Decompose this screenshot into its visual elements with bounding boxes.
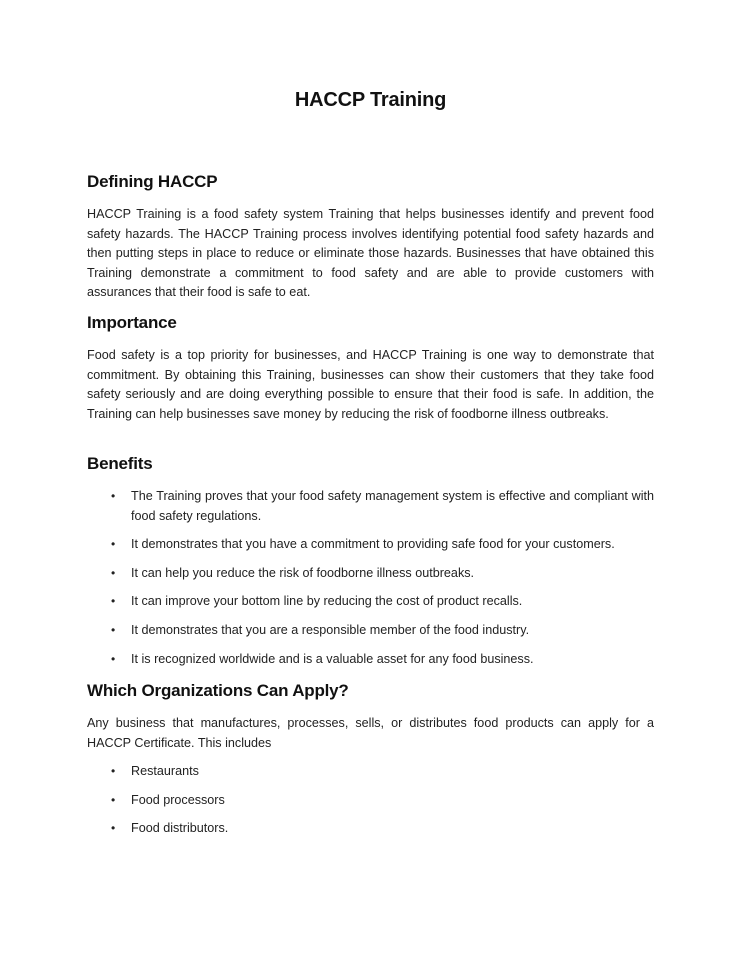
list-item-text: It demonstrates that you are a responsible member of the food industry. <box>131 622 530 637</box>
section-paragraph-defining-haccp: HACCP Training is a food safety system Training that helps businesses identify and prevent food safety hazards. The HACCP Training process involves identifying potential food safety hazards and then putting steps in place to reduce or eliminate those hazards. Businesses that have obtained this Training demonstrate a commitment to food safety and are able to provide customers with assurances that their food is safe to eat. <box>87 207 654 300</box>
section-heading-defining-haccp: Defining HACCP <box>87 172 218 191</box>
bullet-icon: • <box>111 565 116 580</box>
list-item-text: It can help you reduce the risk of foodborne illness outbreaks. <box>131 565 475 580</box>
list-item <box>87 535 654 555</box>
list-item-text: It can improve your bottom line by reducing the cost of product recalls. <box>131 594 523 609</box>
organizations-list <box>87 762 654 839</box>
bullet-icon: • <box>111 594 116 609</box>
section-heading-which-organizations: Which Organizations Can Apply? <box>87 681 349 700</box>
bullet-icon: • <box>111 489 116 503</box>
list-item <box>87 791 654 811</box>
list-item-text: Food processors <box>131 792 225 807</box>
list-item <box>87 487 654 526</box>
document-title: HACCP Training <box>294 89 447 111</box>
list-item-text: Food distributors. <box>131 821 229 836</box>
section-heading-benefits: Benefits <box>87 454 153 473</box>
list-item-text: It is recognized worldwide and is a valuable asset for any food business. <box>131 651 534 666</box>
list-item-text: It demonstrates that you have a commitment to providing safe food for your customers. <box>131 537 615 552</box>
bullet-icon: • <box>111 537 116 552</box>
list-item <box>87 762 654 782</box>
bullet-icon: • <box>111 792 116 807</box>
list-item <box>87 819 654 839</box>
list-item <box>87 650 654 670</box>
benefits-list <box>87 487 654 669</box>
section-heading-importance: Importance <box>87 313 177 332</box>
bullet-icon: • <box>111 622 116 637</box>
section-paragraph-importance: Food safety is a top priority for businesses, and HACCP Training is one way to demonstrate that commitment. By obtaining this Training, businesses can show their customers that they take food safety seriously and are doing everything possible to ensure that their food is safe. In addition, the Training can help businesses save money by reducing the risk of foodborne illness outbreaks. <box>87 348 654 421</box>
bullet-icon: • <box>111 651 116 666</box>
list-item <box>87 621 654 641</box>
list-item <box>87 564 654 584</box>
list-item <box>87 592 654 612</box>
bullet-icon: • <box>111 821 116 836</box>
bullet-icon: • <box>111 764 116 778</box>
list-item-text: Restaurants <box>131 764 199 778</box>
section-paragraph-which-organizations: Any business that manufactures, processes, sells, or distributes food products can apply for a HACCP Certificate. This includes <box>87 716 654 750</box>
list-item-text: The Training proves that your food safety management system is effective and compliant with food safety regulations. <box>131 489 654 523</box>
